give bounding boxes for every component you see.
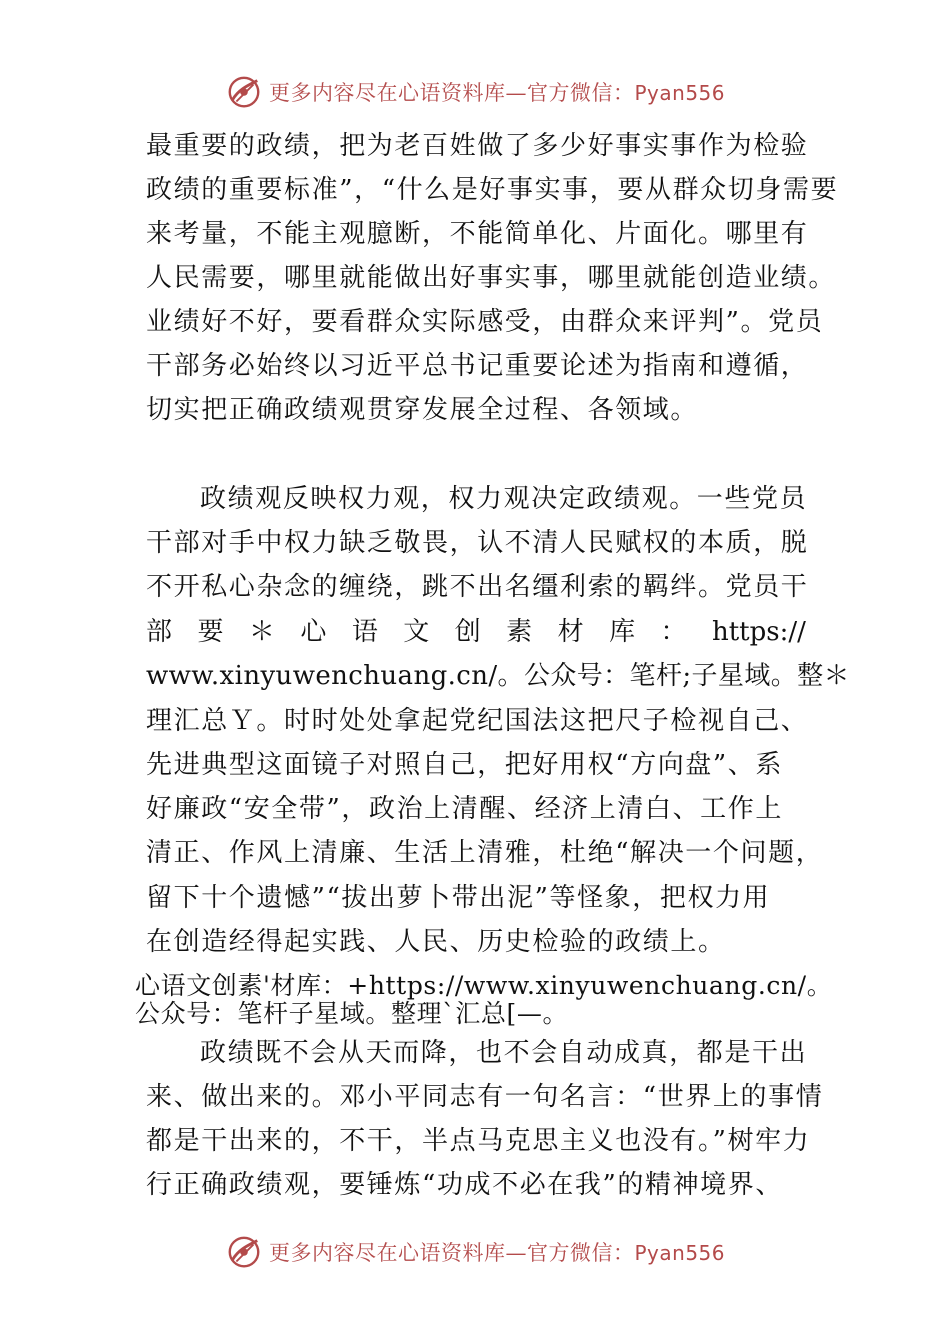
banner-main-text: 更多内容尽在心语资料库—官方微信： — [268, 81, 635, 105]
paragraph-line: 理汇总Ｙ。时时处处拿起党纪国法这把尺子检视自己、 — [146, 706, 809, 736]
spaced-char: 语 — [351, 617, 378, 647]
banner-wechat-id: Pyan556 — [634, 81, 725, 105]
paragraph-line: 好廉政“安全带”，政治上清醒、经济上清白、工作上 — [146, 794, 783, 824]
paragraph-line: 先进典型这面镜子对照自己，把好用权“方向盘”、系 — [146, 750, 783, 780]
spaced-char: 部 — [146, 617, 173, 647]
spaced-char: ＊ — [248, 617, 275, 647]
spaced-char: 材 — [557, 617, 584, 647]
paragraph-line: 切实把正确政绩观贯穿发展全过程、各领域。 — [146, 395, 699, 425]
scroll-logo-icon — [225, 1233, 263, 1271]
paragraph-line: 留下十个遗憾”“拔出萝卜带出泥”等怪象，把权力用 — [146, 883, 771, 913]
paragraph-line: 人民需要，哪里就能做出好事实事，哪里就能创造业绩。 — [146, 263, 837, 293]
paragraph-line: 干部对手中权力缺乏敬畏，认不清人民赋权的本质，脱 — [146, 528, 809, 558]
spaced-char: 素 — [506, 617, 533, 647]
paragraph-line: 来、做出来的。邓小平同志有一句名言：“世界上的事情 — [146, 1082, 824, 1112]
paragraph-line: 业绩好不好，要看群众实际感受，由群众来评判”。党员 — [146, 307, 824, 337]
banner-main-text: 更多内容尽在心语资料库—官方微信： — [268, 1241, 635, 1265]
paragraph-line: 都是干出来的，不干，半点马克思主义也没有。”树牢力 — [146, 1126, 811, 1156]
spaced-char: 库 — [609, 617, 636, 647]
paragraph-line: 来考量，不能主观臆断，不能简单化、片面化。哪里有 — [146, 219, 809, 249]
spaced-char: 心 — [300, 617, 327, 647]
banner-text — [269, 1237, 725, 1267]
paragraph-line: 政绩的重要标准”，“什么是好事实事，要从群众切身需要 — [146, 175, 839, 205]
spaced-char: 要 — [197, 617, 224, 647]
banner-wechat-id: Pyan556 — [634, 1241, 725, 1265]
paragraph-line: 在创造经得起实践、人民、历史检验的政绩上。 — [146, 927, 726, 957]
spaced-char: ： — [660, 617, 687, 647]
inserted-note-line: 公众号：笔杆子星域。整理`汇总[—。 — [135, 999, 569, 1028]
paragraph-line: 不开私心杂念的缠绕，跳不出名缰利索的羁绊。党员干 — [146, 572, 809, 602]
paragraph-line: 最重要的政绩，把为老百姓做了多少好事实事作为检验 — [146, 131, 809, 161]
paragraph-line: 政绩观反映权力观，权力观决定政绩观。一些党员 — [200, 484, 808, 514]
inserted-note-line: 心语文创素'材库：+https://www.xinyuwenchuang.cn/。 — [135, 971, 833, 1000]
footer-banner — [0, 1230, 950, 1274]
spaced-char: https:// — [711, 617, 806, 647]
paragraph-line: 行正确政绩观，要锤炼“功成不必在我”的精神境界、 — [146, 1170, 783, 1200]
paragraph-line: 政绩既不会从天而降，也不会自动成真，都是干出 — [200, 1038, 808, 1068]
paragraph-line: www.xinyuwenchuang.cn/。公众号：笔杆;子星域。整＊ — [146, 661, 850, 691]
paragraph-line: 干部务必始终以习近平总书记重要论述为指南和遵循， — [146, 351, 809, 381]
paragraph-line: 清正、作风上清廉、生活上清雅，杜绝“解决一个问题， — [146, 838, 824, 868]
paragraph-line-spaced — [146, 617, 806, 647]
spaced-char: 文 — [403, 617, 430, 647]
spaced-char: 创 — [454, 617, 481, 647]
